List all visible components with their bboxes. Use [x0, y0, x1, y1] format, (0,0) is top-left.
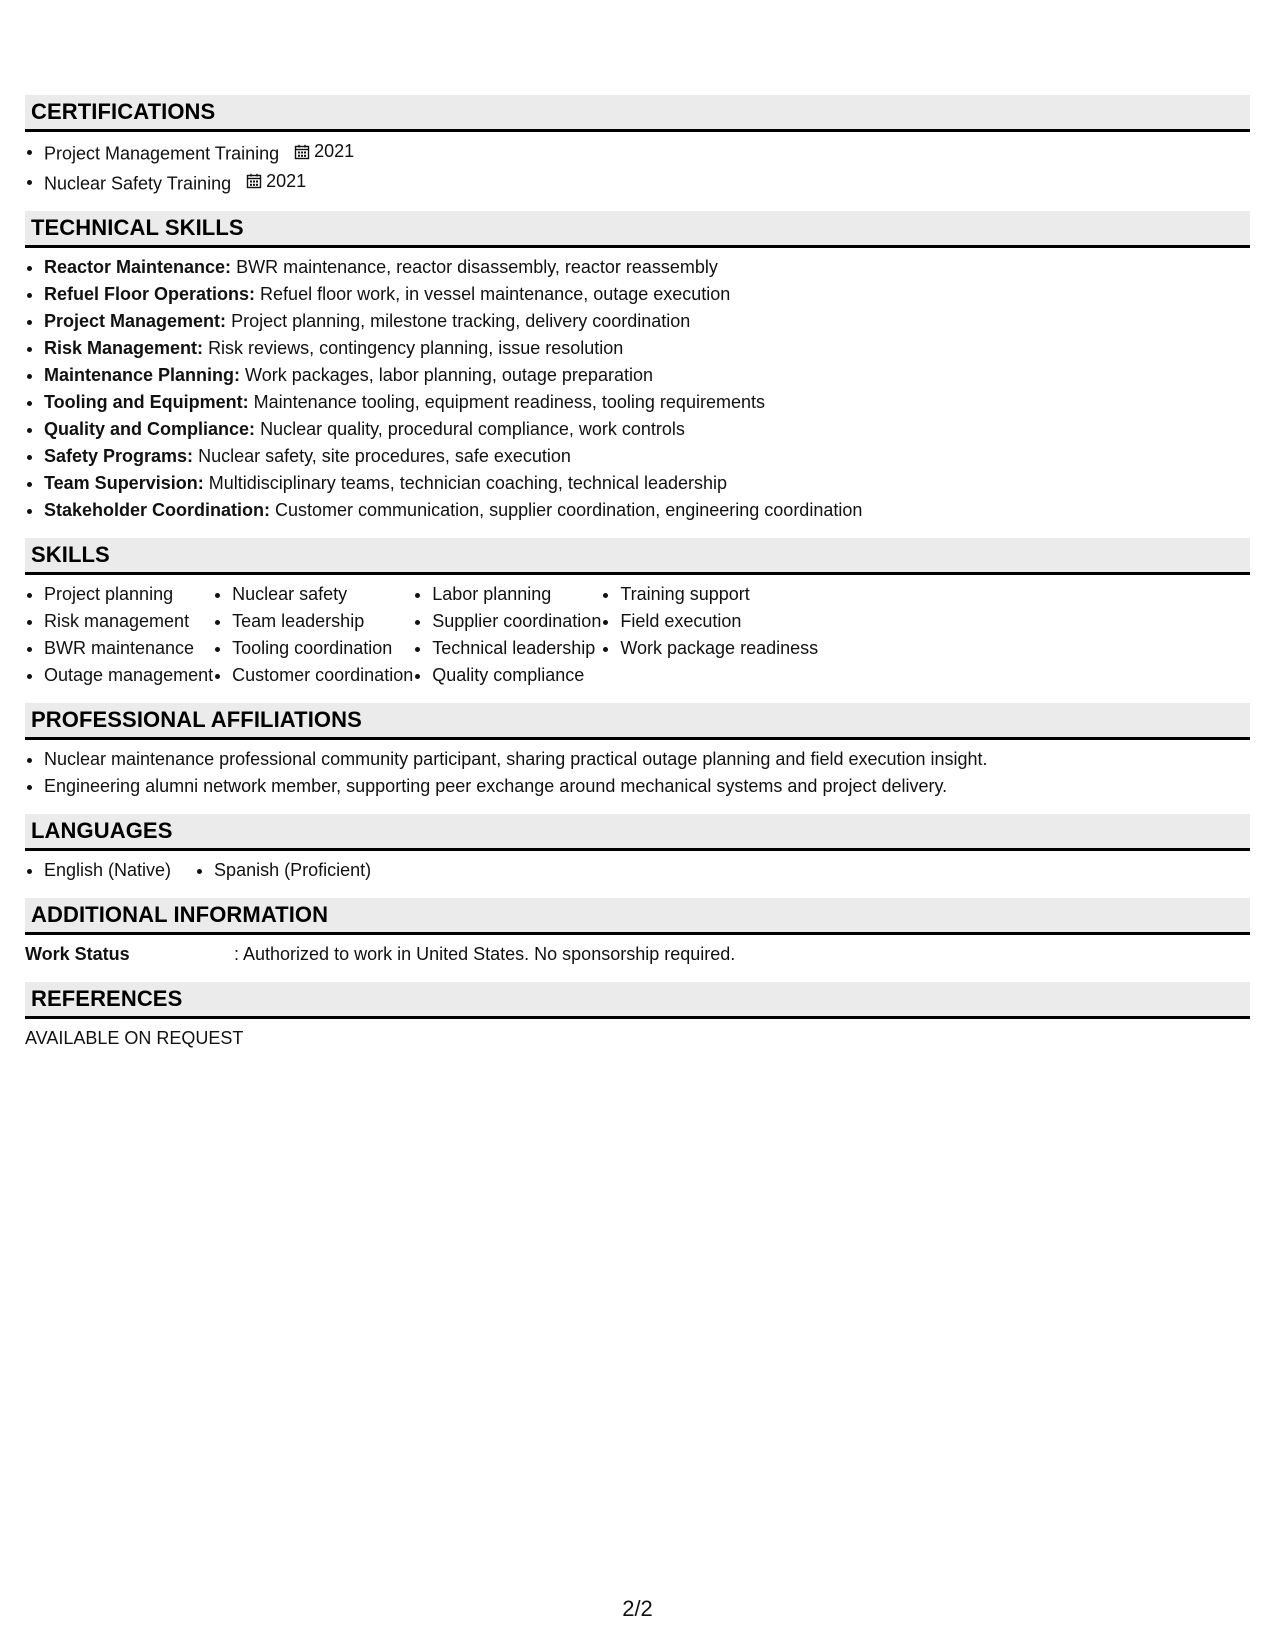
technical-skill-item [25, 416, 1250, 443]
certification-item [25, 168, 1250, 198]
skill-item: BWR maintenance [25, 635, 213, 662]
technical-skill-item [25, 389, 1250, 416]
skill-category: Project Management: [44, 311, 227, 331]
skill-item: Supplier coordination [413, 608, 601, 635]
resume-page [25, 95, 1250, 1066]
skill-details: Nuclear safety, site procedures, safe execution [198, 446, 571, 466]
skill-details: Multidisciplinary teams, technician coaching, technical leadership [208, 473, 727, 493]
technical-skill-item [25, 335, 1250, 362]
technical-skill-item [25, 281, 1250, 308]
skill-category: Stakeholder Coordination: [44, 500, 271, 520]
certifications-section [25, 95, 1250, 211]
skill-details: Nuclear quality, procedural compliance, work controls [260, 419, 685, 439]
skill-item: Tooling coordination [213, 635, 413, 662]
skill-details: Work packages, labor planning, outage preparation [245, 365, 653, 385]
skills-column-4 [601, 581, 818, 689]
section-title: SKILLS [31, 542, 110, 567]
skill-category: Risk Management: [44, 338, 204, 358]
skill-item: Work package readiness [601, 635, 818, 662]
skill-category: Quality and Compliance: [44, 419, 256, 439]
skill-item: Team leadership [213, 608, 413, 635]
skill-details: BWR maintenance, reactor disassembly, reactor reassembly [236, 257, 718, 277]
certification-item [25, 138, 1250, 168]
skill-details: Project planning, milestone tracking, delivery coordination [231, 311, 691, 331]
skill-category: Team Supervision: [44, 473, 204, 493]
skill-details: Maintenance tooling, equipment readiness, tooling requirements [253, 392, 765, 412]
technical-skill-item [25, 470, 1250, 497]
certification-name: Nuclear Safety Training [44, 173, 232, 193]
certification-year: 2021 [314, 141, 355, 161]
references-section [25, 982, 1250, 1066]
calendar-icon [294, 144, 310, 160]
technical-skills-section [25, 211, 1250, 538]
technical-skill-item [25, 362, 1250, 389]
technical-skill-item [25, 254, 1250, 281]
references-text: AVAILABLE ON REQUEST [25, 1028, 244, 1048]
skill-category: Tooling and Equipment: [44, 392, 249, 412]
languages-list [25, 857, 1250, 884]
section-title: LANGUAGES [31, 818, 173, 843]
section-title: PROFESSIONAL AFFILIATIONS [31, 707, 362, 732]
skill-item: Quality compliance [413, 662, 601, 689]
skill-item: Technical leadership [413, 635, 601, 662]
section-title: ADDITIONAL INFORMATION [31, 902, 329, 927]
affiliations-list [25, 746, 1250, 800]
skill-item: Training support [601, 581, 818, 608]
skills-section [25, 538, 1250, 703]
technical-skill-item [25, 497, 1250, 524]
skill-details: Refuel floor work, in vessel maintenance, outage execution [260, 284, 731, 304]
section-title: REFERENCES [31, 986, 183, 1011]
skill-details: Customer communication, supplier coordination, engineering coordination [275, 500, 863, 520]
info-value: : Authorized to work in United States. No sponsorship required. [234, 944, 736, 964]
affiliations-section [25, 703, 1250, 814]
languages-section [25, 814, 1250, 898]
references-header [25, 982, 1250, 1019]
additional-information-header [25, 898, 1250, 935]
technical-skills-header [25, 211, 1250, 248]
language-item: English (Native) [25, 857, 171, 884]
skills-column-2 [213, 581, 413, 689]
skill-item: Field execution [601, 608, 818, 635]
skill-item: Project planning [25, 581, 213, 608]
language-item: Spanish (Proficient) [195, 857, 371, 884]
skill-category: Safety Programs: [44, 446, 194, 466]
info-label: Work Status [25, 944, 130, 964]
skills-grid [25, 581, 1250, 689]
technical-skills-list [25, 254, 1250, 524]
skill-item: Outage management [25, 662, 213, 689]
affiliation-item: Nuclear maintenance professional community participant, sharing practical outage planning and field execution insight. [25, 746, 1250, 773]
additional-information-section [25, 898, 1250, 982]
skill-item: Nuclear safety [213, 581, 413, 608]
certifications-header [25, 95, 1250, 132]
certification-year: 2021 [266, 170, 307, 191]
section-title: CERTIFICATIONS [31, 99, 216, 124]
skills-column-1 [25, 581, 213, 689]
certification-name: Project Management Training [44, 143, 280, 164]
languages-header [25, 814, 1250, 851]
skill-category: Maintenance Planning: [44, 365, 241, 385]
certifications-list [25, 138, 1250, 197]
section-title: TECHNICAL SKILLS [31, 215, 244, 240]
skill-details: Risk reviews, contingency planning, issue resolution [208, 338, 624, 358]
skills-column-3 [413, 581, 601, 689]
skill-item: Labor planning [413, 581, 601, 608]
info-row [25, 941, 1250, 968]
calendar-icon [246, 173, 262, 189]
skill-category: Refuel Floor Operations: [44, 284, 256, 304]
skill-category: Reactor Maintenance: [44, 257, 232, 277]
affiliation-item: Engineering alumni network member, supporting peer exchange around mechanical systems and project delivery. [25, 773, 1250, 800]
skills-header [25, 538, 1250, 575]
technical-skill-item [25, 308, 1250, 335]
technical-skill-item [25, 443, 1250, 470]
skill-item: Customer coordination [213, 662, 413, 689]
skill-item: Risk management [25, 608, 213, 635]
affiliations-header [25, 703, 1250, 740]
page-number: 2/2 [622, 1596, 653, 1621]
